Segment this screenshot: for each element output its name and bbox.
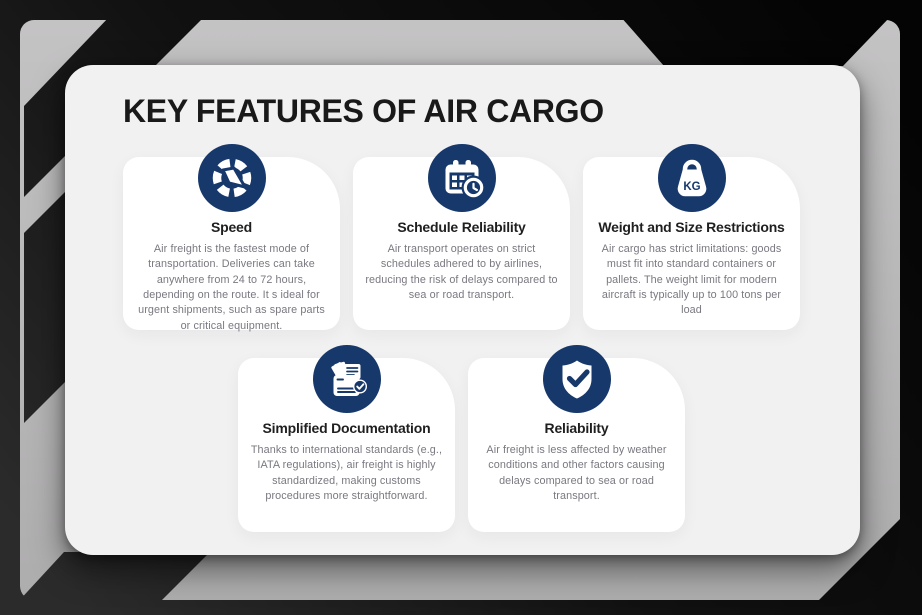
kg-weight-icon — [658, 144, 726, 212]
shield-check-icon — [543, 345, 611, 413]
card-description: Air freight is less affected by weather conditions and other factors causing delays compared to sea or road transport. — [486, 444, 667, 502]
card-description: Air transport operates on strict schedules adhered to by airlines, reducing the risk of delays compared to sea or road transport. — [365, 243, 558, 301]
feature-card-schedule-reliability — [353, 157, 570, 330]
card-description: Thanks to international standards (e.g., IATA regulations), air freight is highly standardized, making customs procedures more straightforward. — [250, 444, 443, 502]
card-description: Air cargo has strict limitations: goods must fit into standard containers or pallets. The weight limit for modern aircraft is typically up to 100 tons per load — [601, 243, 782, 317]
feature-card-reliability — [468, 358, 685, 532]
card-title: Weight and Size Restrictions — [598, 219, 785, 235]
main-panel — [65, 65, 860, 555]
card-title: Speed — [210, 219, 252, 235]
page-title: KEY FEATURES OF AIR CARGO — [123, 93, 604, 129]
svg-text:KG: KG — [682, 181, 701, 193]
card-title: Schedule Reliability — [397, 219, 526, 235]
feature-card-speed — [123, 157, 340, 330]
documents-check-icon — [313, 345, 381, 413]
card-title: Simplified Documentation — [262, 420, 431, 436]
speedometer-icon — [198, 144, 266, 212]
card-title: Reliability — [544, 420, 609, 436]
feature-card-weight-size — [583, 157, 800, 330]
card-description: Air freight is the fastest mode of transportation. Deliveries can take anywhere from 24 to 72 hours, depending on the route. It s ideal for urgent shipments, such as spare parts or critical equipment. — [138, 243, 325, 332]
feature-card-simplified-documentation — [238, 358, 455, 532]
calendar-clock-icon — [428, 144, 496, 212]
